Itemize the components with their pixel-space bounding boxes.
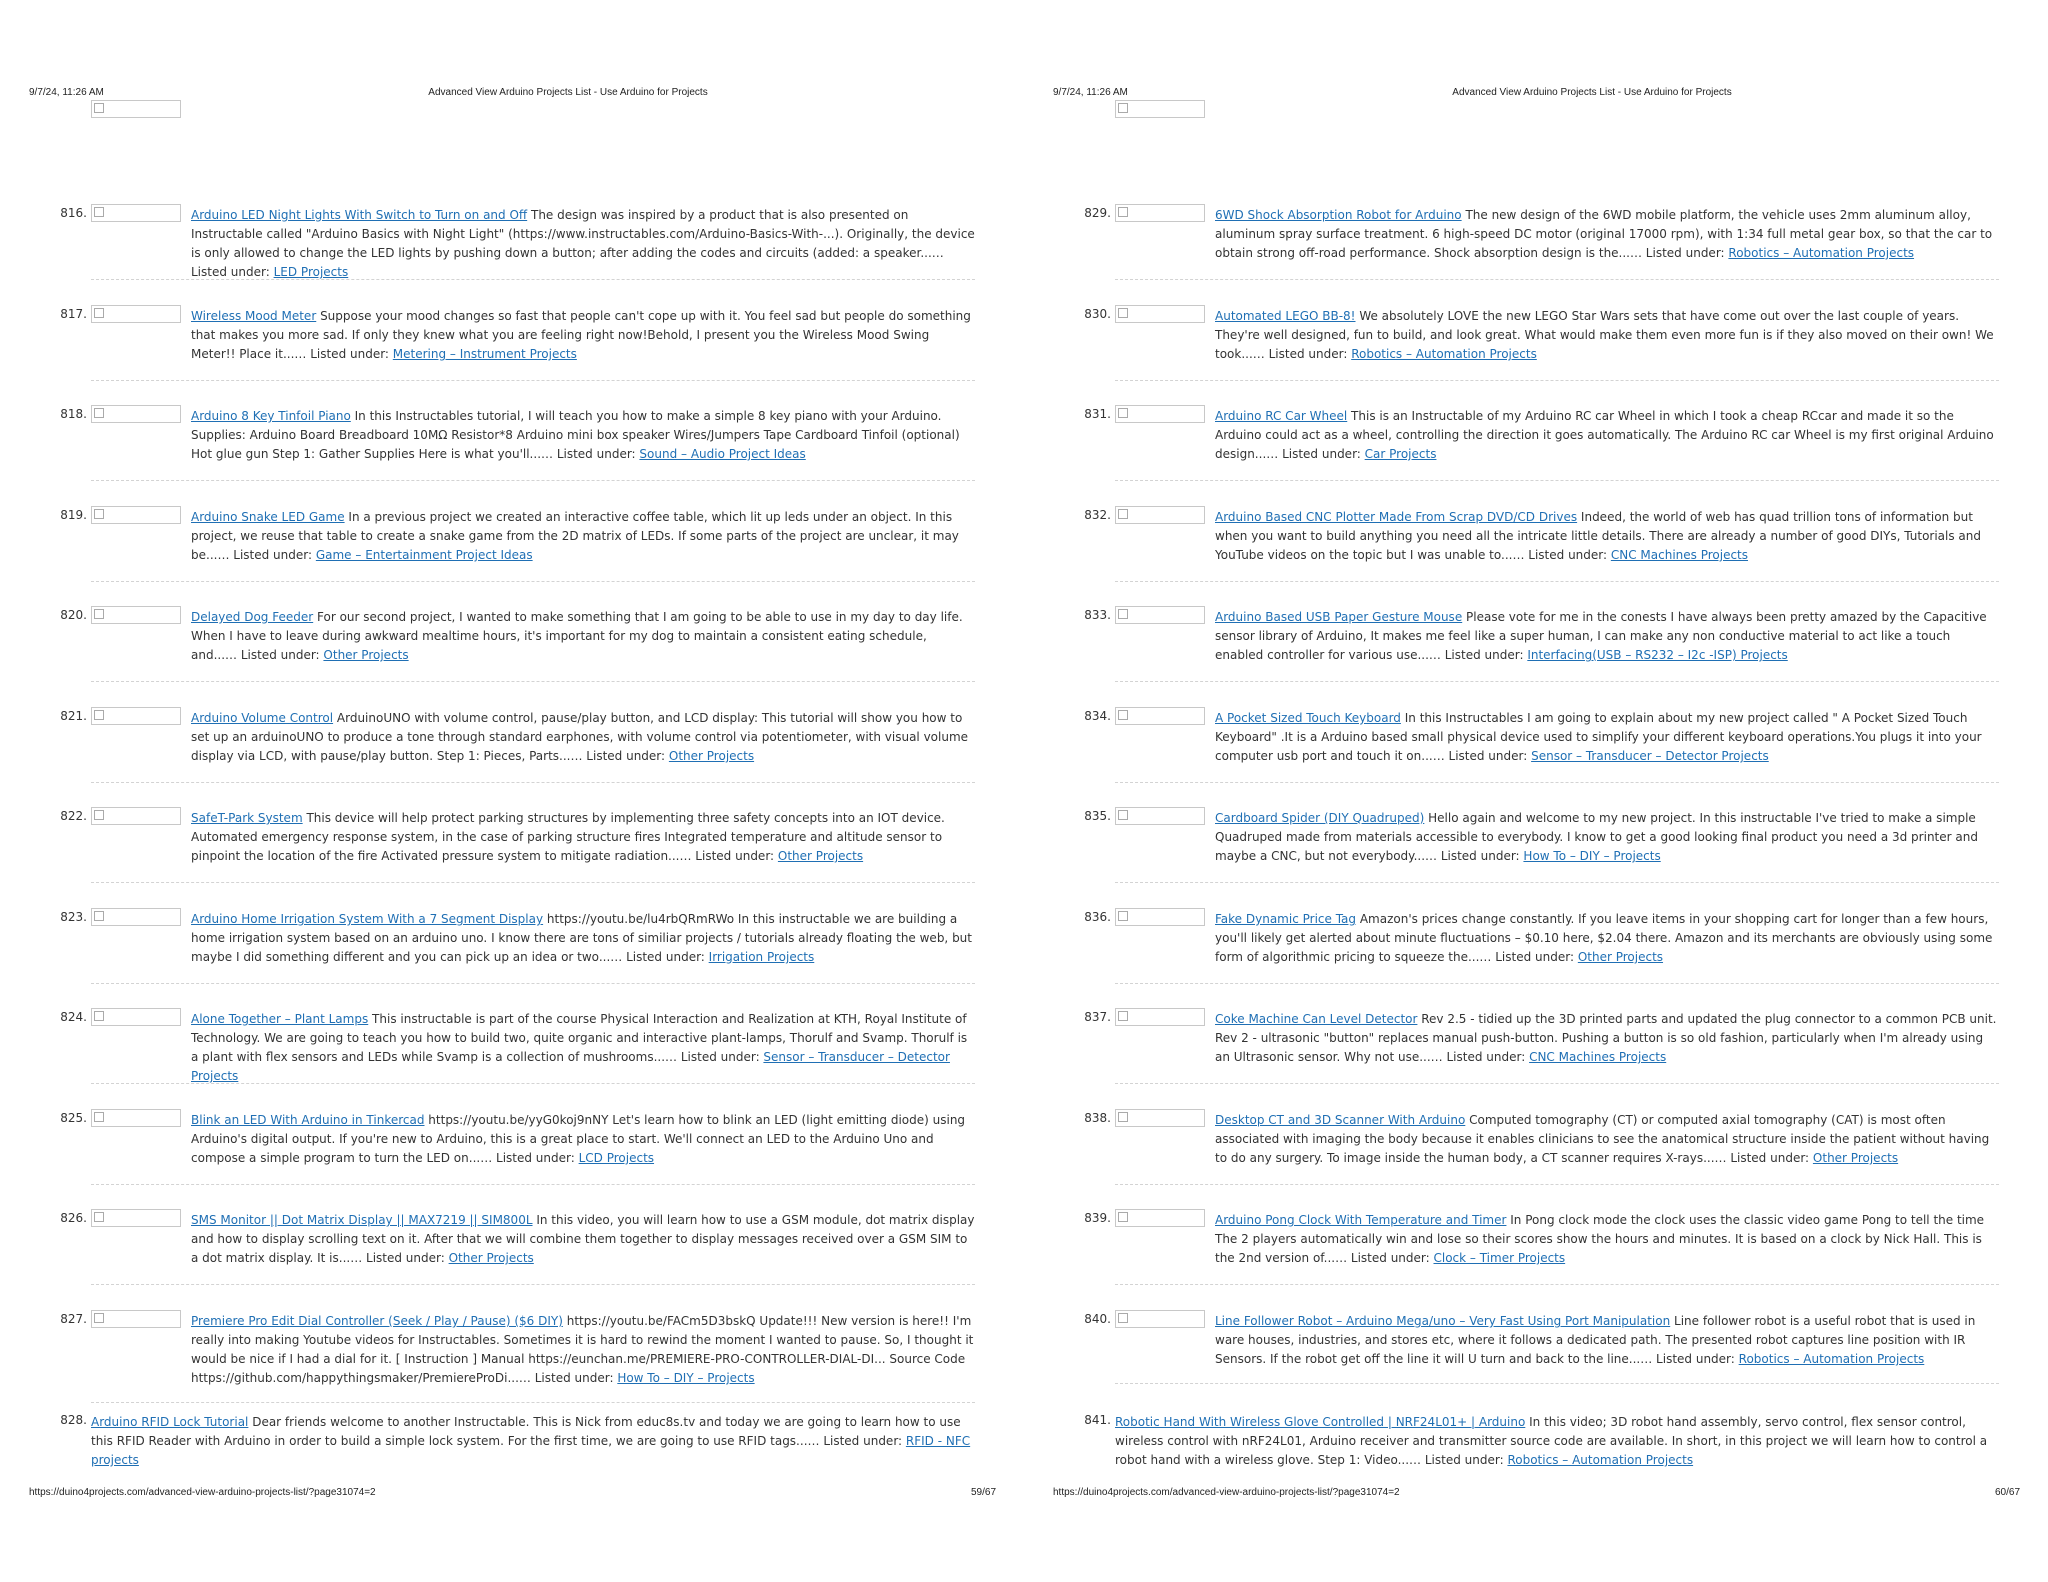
- divider: [91, 882, 975, 883]
- item-number: 840.: [1084, 1312, 1111, 1326]
- project-description: Amazon's prices change constantly. If you leave items in your shopping cart for longer than a few hours, you'll likely get alerted about minute fluctuations – $0.10 here, $2.04 there. Amazon and its merchants are obviously using some form of algorithmic pricing to squeeze the...… Listed under:: [1215, 912, 1993, 964]
- list-item: [1024, 1008, 2048, 1108]
- item-text: [1115, 1413, 1999, 1470]
- item-number: 825.: [60, 1111, 87, 1125]
- item-text: [191, 508, 975, 565]
- item-number: 819.: [60, 508, 87, 522]
- list-item: [1024, 204, 2048, 304]
- item-text: [191, 307, 975, 364]
- project-description: In this Instructables tutorial, I will teach you how to make a simple 8 key piano with your Arduino. Supplies: Arduino Board Breadboard 10MΩ Resistor*8 Arduino mini box speaker Wires/Jumpers Tape Cardboard Tinfoil (optional) Hot glue gun Step 1: Gather Supplies Here is what you'll...… Listed under:: [191, 409, 960, 461]
- list-item: [0, 1008, 1024, 1108]
- category-link[interactable]: LCD Projects: [578, 1151, 655, 1165]
- category-link[interactable]: Metering – Instrument Projects: [392, 347, 577, 361]
- project-description: The design was inspired by a product that is also presented on Instructable called "Arduino Basics with Night Light" (https://www.instructables.com/Arduino-Basics-With-...). Originally, the device is only allowed to change the LED lights by pushing down a button; after adding the codes and circuits (added: a speaker...… Listed under:: [191, 208, 975, 279]
- project-link[interactable]: Delayed Dog Feeder: [191, 610, 314, 624]
- list-item: [0, 606, 1024, 706]
- project-description: For our second project, I wanted to make something that I am going to be able to use in my day to day life. When I have to leave during awkward mealtime hours, it's important for my dog to maintain a consistent eating schedule, and...… Listed under:: [191, 610, 963, 662]
- item-text: [191, 1211, 975, 1268]
- project-description: In this Instructables I am going to explain about my new project called " A Pocket Sized Touch Keyboard" .It is a Arduino based small physical device used to simplify your different keyboard operations.You plugs it into your computer usb port and touch it on...… Listed under:: [1215, 711, 1982, 763]
- broken-image-icon: [1115, 100, 1205, 118]
- broken-image-icon[interactable]: [91, 305, 181, 323]
- category-link[interactable]: Robotics – Automation Projects: [1738, 1352, 1925, 1366]
- divider: [91, 581, 975, 582]
- item-text: [91, 1413, 975, 1470]
- project-description: https://youtu.be/lu4rbQRmRWo In this instructable we are building a home irrigation system based on an arduino uno. I know there are tons of similiar projects / tutorials already floating the web, but maybe I did something different and you can pick up an idea or two...… Listed under:: [191, 912, 972, 964]
- print-date: 9/7/24, 11:26 AM: [29, 87, 104, 98]
- item-number: 827.: [60, 1312, 87, 1326]
- project-link[interactable]: Arduino RC Car Wheel: [1215, 409, 1348, 423]
- item-text: [1215, 407, 1999, 464]
- project-link[interactable]: Fake Dynamic Price Tag: [1215, 912, 1357, 926]
- item-number: 833.: [1084, 608, 1111, 622]
- item-text: [1215, 709, 1999, 766]
- item-text: [1215, 809, 1999, 866]
- project-description: Dear friends welcome to another Instructable. This is Nick from educ8s.tv and today we are going to learn how to use this RFID Reader with Arduino in order to build a simple lock system. For the first time, we are going to use RFID tags...… Listed under:: [91, 1415, 961, 1448]
- list-item: [0, 807, 1024, 907]
- page-number: 60/67: [1995, 1487, 2021, 1498]
- item-number: 830.: [1084, 307, 1111, 321]
- list-item: [1024, 405, 2048, 505]
- item-number: 838.: [1084, 1111, 1111, 1125]
- project-link[interactable]: 6WD Shock Absorption Robot for Arduino: [1215, 208, 1462, 222]
- divider: [1115, 279, 1999, 280]
- project-link[interactable]: Arduino Snake LED Game: [191, 510, 345, 524]
- project-description: In a previous project we created an interactive coffee table, which lit up leds under an object. In this project, we reuse that table to create a snake game from the 2D matrix of LEDs. If some parts of the project are unclear, it may be...… Listed under:: [191, 510, 959, 562]
- category-link[interactable]: Sound – Audio Project Ideas: [639, 447, 806, 461]
- divider: [1115, 1284, 1999, 1285]
- divider: [1115, 380, 1999, 381]
- list-item: [0, 405, 1024, 505]
- broken-image-icon[interactable]: [91, 1310, 181, 1328]
- broken-image-icon[interactable]: [1115, 606, 1205, 624]
- item-text: [1215, 206, 1999, 263]
- category-link[interactable]: LED Projects: [273, 265, 349, 279]
- divider: [1115, 1383, 1999, 1384]
- item-number: 831.: [1084, 407, 1111, 421]
- list-item: [1024, 1209, 2048, 1309]
- divider: [91, 279, 975, 280]
- divider: [1115, 1083, 1999, 1084]
- broken-image-icon[interactable]: [91, 807, 181, 825]
- broken-image-icon[interactable]: [1115, 807, 1205, 825]
- print-date: 9/7/24, 11:26 AM: [1053, 87, 1128, 98]
- item-number: 826.: [60, 1211, 87, 1225]
- project-link[interactable]: Arduino 8 Key Tinfoil Piano: [191, 409, 351, 423]
- list-item: [1024, 305, 2048, 405]
- list-item: [0, 1209, 1024, 1309]
- project-description: This is an Instructable of my Arduino RC car Wheel in which I took a cheap RCcar and made it so the Arduino could act as a wheel, controlling the direction it goes automatically. The Arduino RC car Wheel is my first original Arduino design...… Listed under:: [1215, 409, 1994, 461]
- project-description: In this video; 3D robot hand assembly, servo control, flex sensor control, wireless control with nRF24L01, Arduino receiver and transmitter source code are available. In short, in this project we will learn how to control a robot hand with a wireless glove. Step 1: Video...… Listed under:: [1115, 1415, 1988, 1467]
- item-number: 821.: [60, 709, 87, 723]
- item-text: [191, 1111, 975, 1168]
- divider: [1115, 1184, 1999, 1185]
- list-item: [1024, 606, 2048, 706]
- item-text: [191, 608, 975, 665]
- list-item: [0, 506, 1024, 606]
- broken-image-icon[interactable]: [1115, 1209, 1205, 1227]
- list-item: [1024, 506, 2048, 606]
- item-number: 817.: [60, 307, 87, 321]
- category-link[interactable]: How To – DIY – Projects: [1523, 849, 1661, 863]
- project-description: We absolutely LOVE the new LEGO Star Wars sets that have come out over the last couple of years. They're well designed, fun to build, and look great. What would make them even more fun is if they also moved on their own! We took...… Listed under:: [1215, 309, 1994, 361]
- category-link[interactable]: RFID - NFC projects: [91, 1434, 971, 1467]
- item-text: [191, 809, 975, 866]
- broken-image-icon[interactable]: [1115, 1310, 1205, 1328]
- project-description: Suppose your mood changes so fast that people can't cope up with it. You feel sad but people do something that makes you more sad. If only they knew what you are feeling right now!Behold, I present you the Wireless Mood Swing Meter!! Place it...… Listed under:: [191, 309, 971, 361]
- item-text: [1215, 307, 1999, 364]
- category-link[interactable]: Game – Entertainment Project Ideas: [315, 548, 533, 562]
- category-link[interactable]: Robotics – Automation Projects: [1507, 1453, 1694, 1467]
- category-link[interactable]: Sensor – Transducer – Detector Projects: [191, 1050, 950, 1083]
- broken-image-icon[interactable]: [91, 606, 181, 624]
- category-link[interactable]: Other Projects: [323, 648, 409, 662]
- item-number: 837.: [1084, 1010, 1111, 1024]
- list-item: [0, 305, 1024, 405]
- category-link[interactable]: How To – DIY – Projects: [617, 1371, 755, 1385]
- project-link[interactable]: Alone Together – Plant Lamps: [191, 1012, 369, 1026]
- item-text: [1215, 1211, 1999, 1268]
- print-url: https://duino4projects.com/advanced-view-arduino-projects-list/?page31074=2: [29, 1487, 376, 1498]
- project-description: ArduinoUNO with volume control, pause/play button, and LCD display: This tutorial will show you how to set up an arduinoUNO to produce a tone through standard earphones, with volume control via potentiometer, with visual volume display via LCD, with pause/play button. Step 1: Pieces, Parts...… Listed under:: [191, 711, 969, 763]
- item-number: 822.: [60, 809, 87, 823]
- project-description: Rev 2.5 - tidied up the 3D printed parts and updated the plug connector to a common PCB unit. Rev 2 - ultrasonic "button" replaces manual push-button. Pushing a button is so old fashion, particularly when I'm already using an Ultrasonic sensor. Why not use...… Listed under:: [1215, 1012, 1997, 1064]
- item-number: 823.: [60, 910, 87, 924]
- item-number: 824.: [60, 1010, 87, 1024]
- broken-image-icon[interactable]: [91, 707, 181, 725]
- item-number: 836.: [1084, 910, 1111, 924]
- item-text: [1215, 1312, 1999, 1369]
- broken-image-icon[interactable]: [91, 1209, 181, 1227]
- divider: [91, 1083, 975, 1084]
- broken-image-icon[interactable]: [1115, 305, 1205, 323]
- broken-image-icon[interactable]: [91, 506, 181, 524]
- project-link[interactable]: Desktop CT and 3D Scanner With Arduino: [1215, 1113, 1466, 1127]
- item-text: [1215, 608, 1999, 665]
- item-text: [191, 1010, 975, 1086]
- project-description: Computed tomography (CT) or computed axial tomography (CAT) is most often associated with imaging the body because it enables clinicians to see the anatomical structure inside the patient without having to do any surgery. To image inside the human body, a CT scanner requires X-rays...… Listed under:: [1215, 1113, 1990, 1165]
- list-item: [0, 707, 1024, 807]
- category-link[interactable]: Robotics – Automation Projects: [1351, 347, 1537, 361]
- divider: [91, 480, 975, 481]
- broken-image-icon[interactable]: [1115, 707, 1205, 725]
- category-link[interactable]: Other Projects: [777, 849, 864, 863]
- item-text: [191, 407, 975, 464]
- broken-image-icon[interactable]: [1115, 908, 1205, 926]
- item-text: [1215, 1111, 1999, 1168]
- project-description: Hello again and welcome to my new project. In this instructable I've tried to make a simple Quadruped made from materials accessible to everybody. I know to get a good looking final product you need a 3d printer and maybe a CNC, but not everybody...… Listed under:: [1215, 811, 1978, 863]
- item-number: 839.: [1084, 1211, 1111, 1225]
- project-link[interactable]: Arduino LED Night Lights With Switch to Turn on and Off: [191, 208, 528, 222]
- item-number: 828.: [60, 1413, 87, 1427]
- list-item: [0, 1310, 1024, 1410]
- divider: [91, 782, 975, 783]
- project-description: Please vote for me in the conests I have always been pretty amazed by the Capacitive sensor library of Arduino, It makes me feel like a super human, I can make any non conductive material to act like a touch enabled controller for various use...… Listed under:: [1215, 610, 1987, 662]
- item-text: [191, 1312, 975, 1388]
- page-right: [1024, 0, 2048, 1582]
- broken-image-icon[interactable]: [91, 405, 181, 423]
- item-number: 841.: [1084, 1413, 1111, 1427]
- category-link[interactable]: Other Projects: [1577, 950, 1664, 964]
- list-item: [0, 908, 1024, 1008]
- list-item: [1024, 707, 2048, 807]
- project-link[interactable]: Automated LEGO BB-8!: [1215, 309, 1356, 323]
- broken-image-icon[interactable]: [1115, 506, 1205, 524]
- item-number: 835.: [1084, 809, 1111, 823]
- print-title: Advanced View Arduino Projects List - Use Arduino for Projects: [428, 87, 708, 98]
- item-text: [191, 910, 975, 967]
- category-link[interactable]: Sensor – Transducer – Detector Projects: [1531, 749, 1769, 763]
- print-url: https://duino4projects.com/advanced-view-arduino-projects-list/?page31074=2: [1053, 1487, 1400, 1498]
- divider: [1115, 983, 1999, 984]
- broken-image-icon[interactable]: [91, 1109, 181, 1127]
- category-link[interactable]: CNC Machines Projects: [1529, 1050, 1667, 1064]
- item-text: [1215, 1010, 1999, 1067]
- item-text: [1215, 508, 1999, 565]
- project-link[interactable]: Wireless Mood Meter: [191, 309, 317, 323]
- item-text: [191, 709, 975, 766]
- divider: [91, 1402, 975, 1403]
- list-item: [0, 204, 1024, 304]
- project-description: The new design of the 6WD mobile platform, the vehicle uses 2mm aluminum alloy, aluminum spray surface treatment. 6 high-speed DC motor (original 17000 rpm), with 1:34 full metal gear box, so that the car to obtain strong off-road performance. Shock absorption design is the...… Listed under:: [1215, 208, 1993, 260]
- project-link[interactable]: Robotic Hand With Wireless Glove Controlled | NRF24L01+ | Arduino: [1115, 1415, 1526, 1429]
- category-link[interactable]: Irrigation Projects: [708, 950, 815, 964]
- category-link[interactable]: CNC Machines Projects: [1610, 548, 1749, 562]
- item-number: 829.: [1084, 206, 1111, 220]
- broken-image-icon[interactable]: [91, 1008, 181, 1026]
- broken-image-icon[interactable]: [91, 204, 181, 222]
- project-link[interactable]: Arduino Pong Clock With Temperature and Timer: [1215, 1213, 1507, 1227]
- item-number: 818.: [60, 407, 87, 421]
- item-number: 820.: [60, 608, 87, 622]
- project-link[interactable]: A Pocket Sized Touch Keyboard: [1215, 711, 1401, 725]
- divider: [1115, 480, 1999, 481]
- project-link[interactable]: Arduino Home Irrigation System With a 7 Segment Display: [191, 912, 544, 926]
- project-link[interactable]: Line Follower Robot – Arduino Mega/uno – Very Fast Using Port Manipulation: [1215, 1314, 1671, 1328]
- project-description: Indeed, the world of web has quad trillion tons of information but when you want to build anything you need all the intricate little details. There are already a number of good DIYs, Tutorials and YouTube videos on the topic but I was unable to...… Listed under:: [1215, 510, 1982, 562]
- divider: [91, 380, 975, 381]
- page-number: 59/67: [971, 1487, 997, 1498]
- project-description: https://youtu.be/yyG0koj9nNY Let's learn how to blink an LED (light emitting diode) using Arduino's digital output. If you're new to Arduino, this is a great place to start. We'll connect an LED to the Arduino Uno and compose a simple program to turn the LED on...… Listed under:: [191, 1113, 966, 1165]
- divider: [1115, 882, 1999, 883]
- item-number: 834.: [1084, 709, 1111, 723]
- item-text: [191, 206, 975, 282]
- divider: [91, 1184, 975, 1185]
- project-description: This instructable is part of the course Physical Interaction and Realization at KTH, Royal Institute of Technology. We are going to teach you how to build two, quite organic and interactive plant-lamps, Thorulf and Svamp. Thorulf is a plant with flex sensors and LEDs while Svamp is a collection of mushrooms...… Listed under:: [191, 1012, 968, 1064]
- project-link[interactable]: SMS Monitor || Dot Matrix Display || MAX7219 || SIM800L: [191, 1213, 533, 1227]
- list-item: [1024, 1310, 2048, 1410]
- category-link[interactable]: Interfacing(USB – RS232 – I2c -ISP) Projects: [1527, 648, 1788, 662]
- category-link[interactable]: Other Projects: [448, 1251, 534, 1265]
- divider: [91, 681, 975, 682]
- list-item: [1024, 807, 2048, 907]
- category-link[interactable]: Clock – Timer Projects: [1433, 1251, 1566, 1265]
- project-description: In this video, you will learn how to use a GSM module, dot matrix display and how to display scrolling text on it. After that we will combine them together to display messages received over a GSM SIM to a dot matrix display. It is...… Listed under:: [191, 1213, 975, 1265]
- category-link[interactable]: Robotics – Automation Projects: [1728, 246, 1915, 260]
- broken-image-icon[interactable]: [91, 908, 181, 926]
- project-link[interactable]: Blink an LED With Arduino in Tinkercad: [191, 1113, 425, 1127]
- category-link[interactable]: Car Projects: [1364, 447, 1437, 461]
- project-link[interactable]: Cardboard Spider (DIY Quadruped): [1215, 811, 1425, 825]
- project-link[interactable]: Arduino Based CNC Plotter Made From Scrap DVD/CD Drives: [1215, 510, 1578, 524]
- project-link[interactable]: Arduino Volume Control: [191, 711, 334, 725]
- project-link[interactable]: Premiere Pro Edit Dial Controller (Seek / Play / Pause) ($6 DIY): [191, 1314, 563, 1328]
- project-link[interactable]: Coke Machine Can Level Detector: [1215, 1012, 1418, 1026]
- list-item: [0, 1109, 1024, 1209]
- divider: [1115, 581, 1999, 582]
- category-link[interactable]: Other Projects: [668, 749, 755, 763]
- project-link[interactable]: Arduino Based USB Paper Gesture Mouse: [1215, 610, 1463, 624]
- broken-image-icon[interactable]: [1115, 405, 1205, 423]
- print-title: Advanced View Arduino Projects List - Use Arduino for Projects: [1452, 87, 1732, 98]
- item-number: 816.: [60, 206, 87, 220]
- project-description: Line follower robot is a useful robot that is used in ware houses, industries, and stores etc, where it follows a dedicated path. The presented robot captures line position with IR Sensors. If the robot get off the line it will U turn and back to the line...… Listed under:: [1215, 1314, 1976, 1366]
- divider: [91, 1284, 975, 1285]
- divider: [1115, 782, 1999, 783]
- list-item: [1024, 1109, 2048, 1209]
- project-description: In Pong clock mode the clock uses the classic video game Pong to tell the time The 2 players automatically win and lose so their scores show the hours and minutes. It is based on a clock by Nick Hall. This is the 2nd version of...… Listed under:: [1215, 1213, 1985, 1265]
- broken-image-icon[interactable]: [1115, 204, 1205, 222]
- item-number: 832.: [1084, 508, 1111, 522]
- divider: [1115, 681, 1999, 682]
- broken-image-icon: [91, 100, 181, 118]
- project-description: This device will help protect parking structures by implementing three safety concepts into an IOT device. Automated emergency response system, in the case of parking structure fires Integrated temperature and altitude sensor to pinpoint the location of the fire Activated pressure system to mitigate radiation...… Listed under:: [191, 811, 945, 863]
- project-link[interactable]: Arduino RFID Lock Tutorial: [91, 1415, 249, 1429]
- project-link[interactable]: SafeT-Park System: [191, 811, 303, 825]
- divider: [91, 983, 975, 984]
- broken-image-icon[interactable]: [1115, 1109, 1205, 1127]
- project-description: https://youtu.be/FACm5D3bskQ Update!!! New version is here!! I'm really into making Youtube videos for Instructables. Sometimes it is hard to rewind the moment I wanted to pause. So, I thought it would be nice if I had a dial for it. [ Instruction ] Manual https://eunchan.me/PREMIERE-PRO-CONTROLLER-DIAL-DI... Source Code https://github.com/happythingsmaker/PremiereProDi...… Listed under:: [191, 1314, 974, 1385]
- category-link[interactable]: Other Projects: [1812, 1151, 1899, 1165]
- item-text: [1215, 910, 1999, 967]
- list-item: [1024, 908, 2048, 1008]
- broken-image-icon[interactable]: [1115, 1008, 1205, 1026]
